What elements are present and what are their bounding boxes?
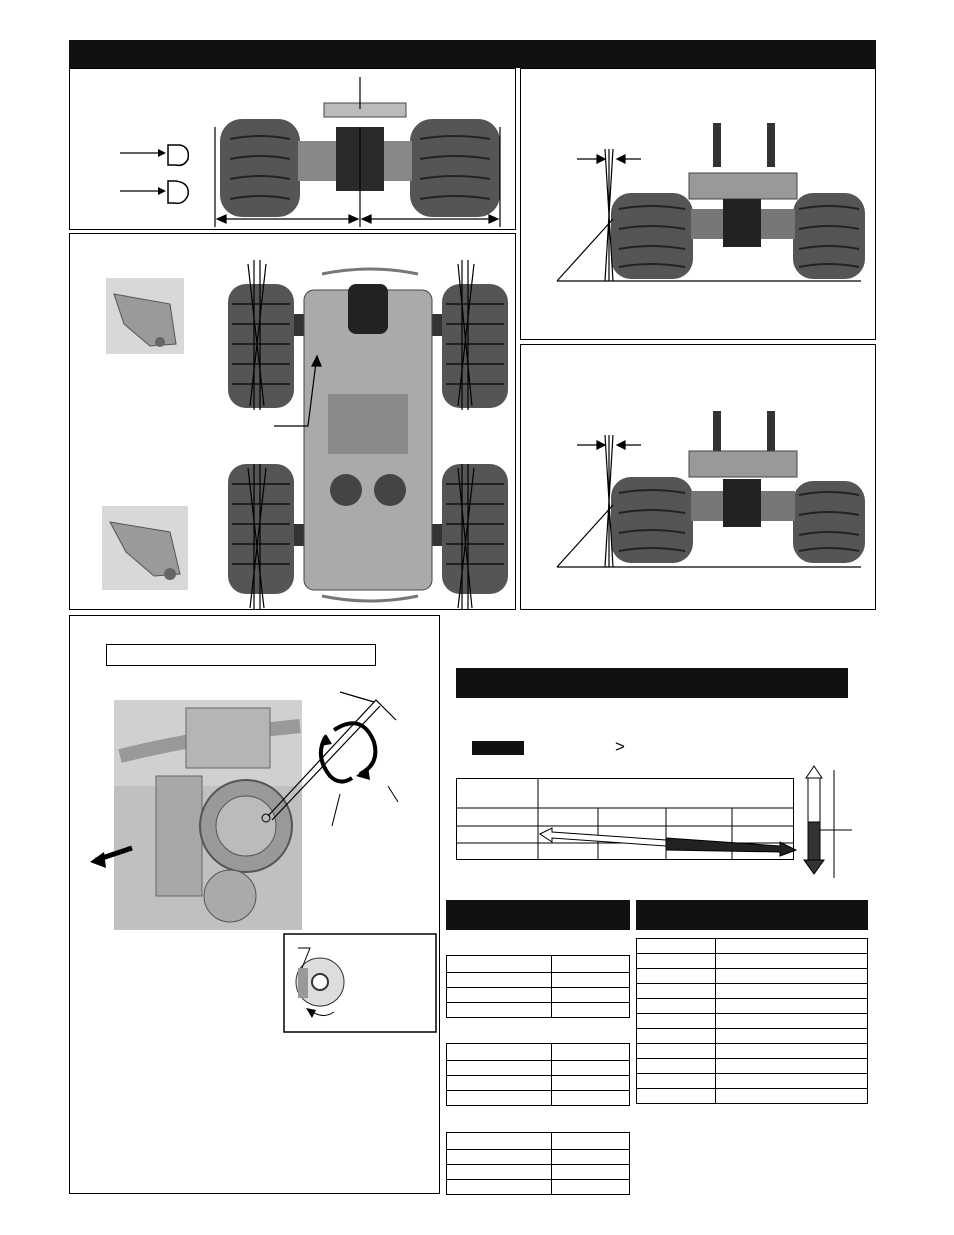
adjustment-arrow-symbol: >: [615, 737, 625, 756]
left-table-1: [446, 955, 630, 1018]
left-table-header: [446, 900, 630, 930]
scale-direction-arrow: [540, 828, 796, 856]
level-gauge-icon: [804, 766, 852, 878]
right-table-header: [636, 900, 868, 930]
right-table: [636, 938, 868, 1104]
left-table-3: [446, 1132, 630, 1195]
left-table-2: [446, 1043, 630, 1106]
